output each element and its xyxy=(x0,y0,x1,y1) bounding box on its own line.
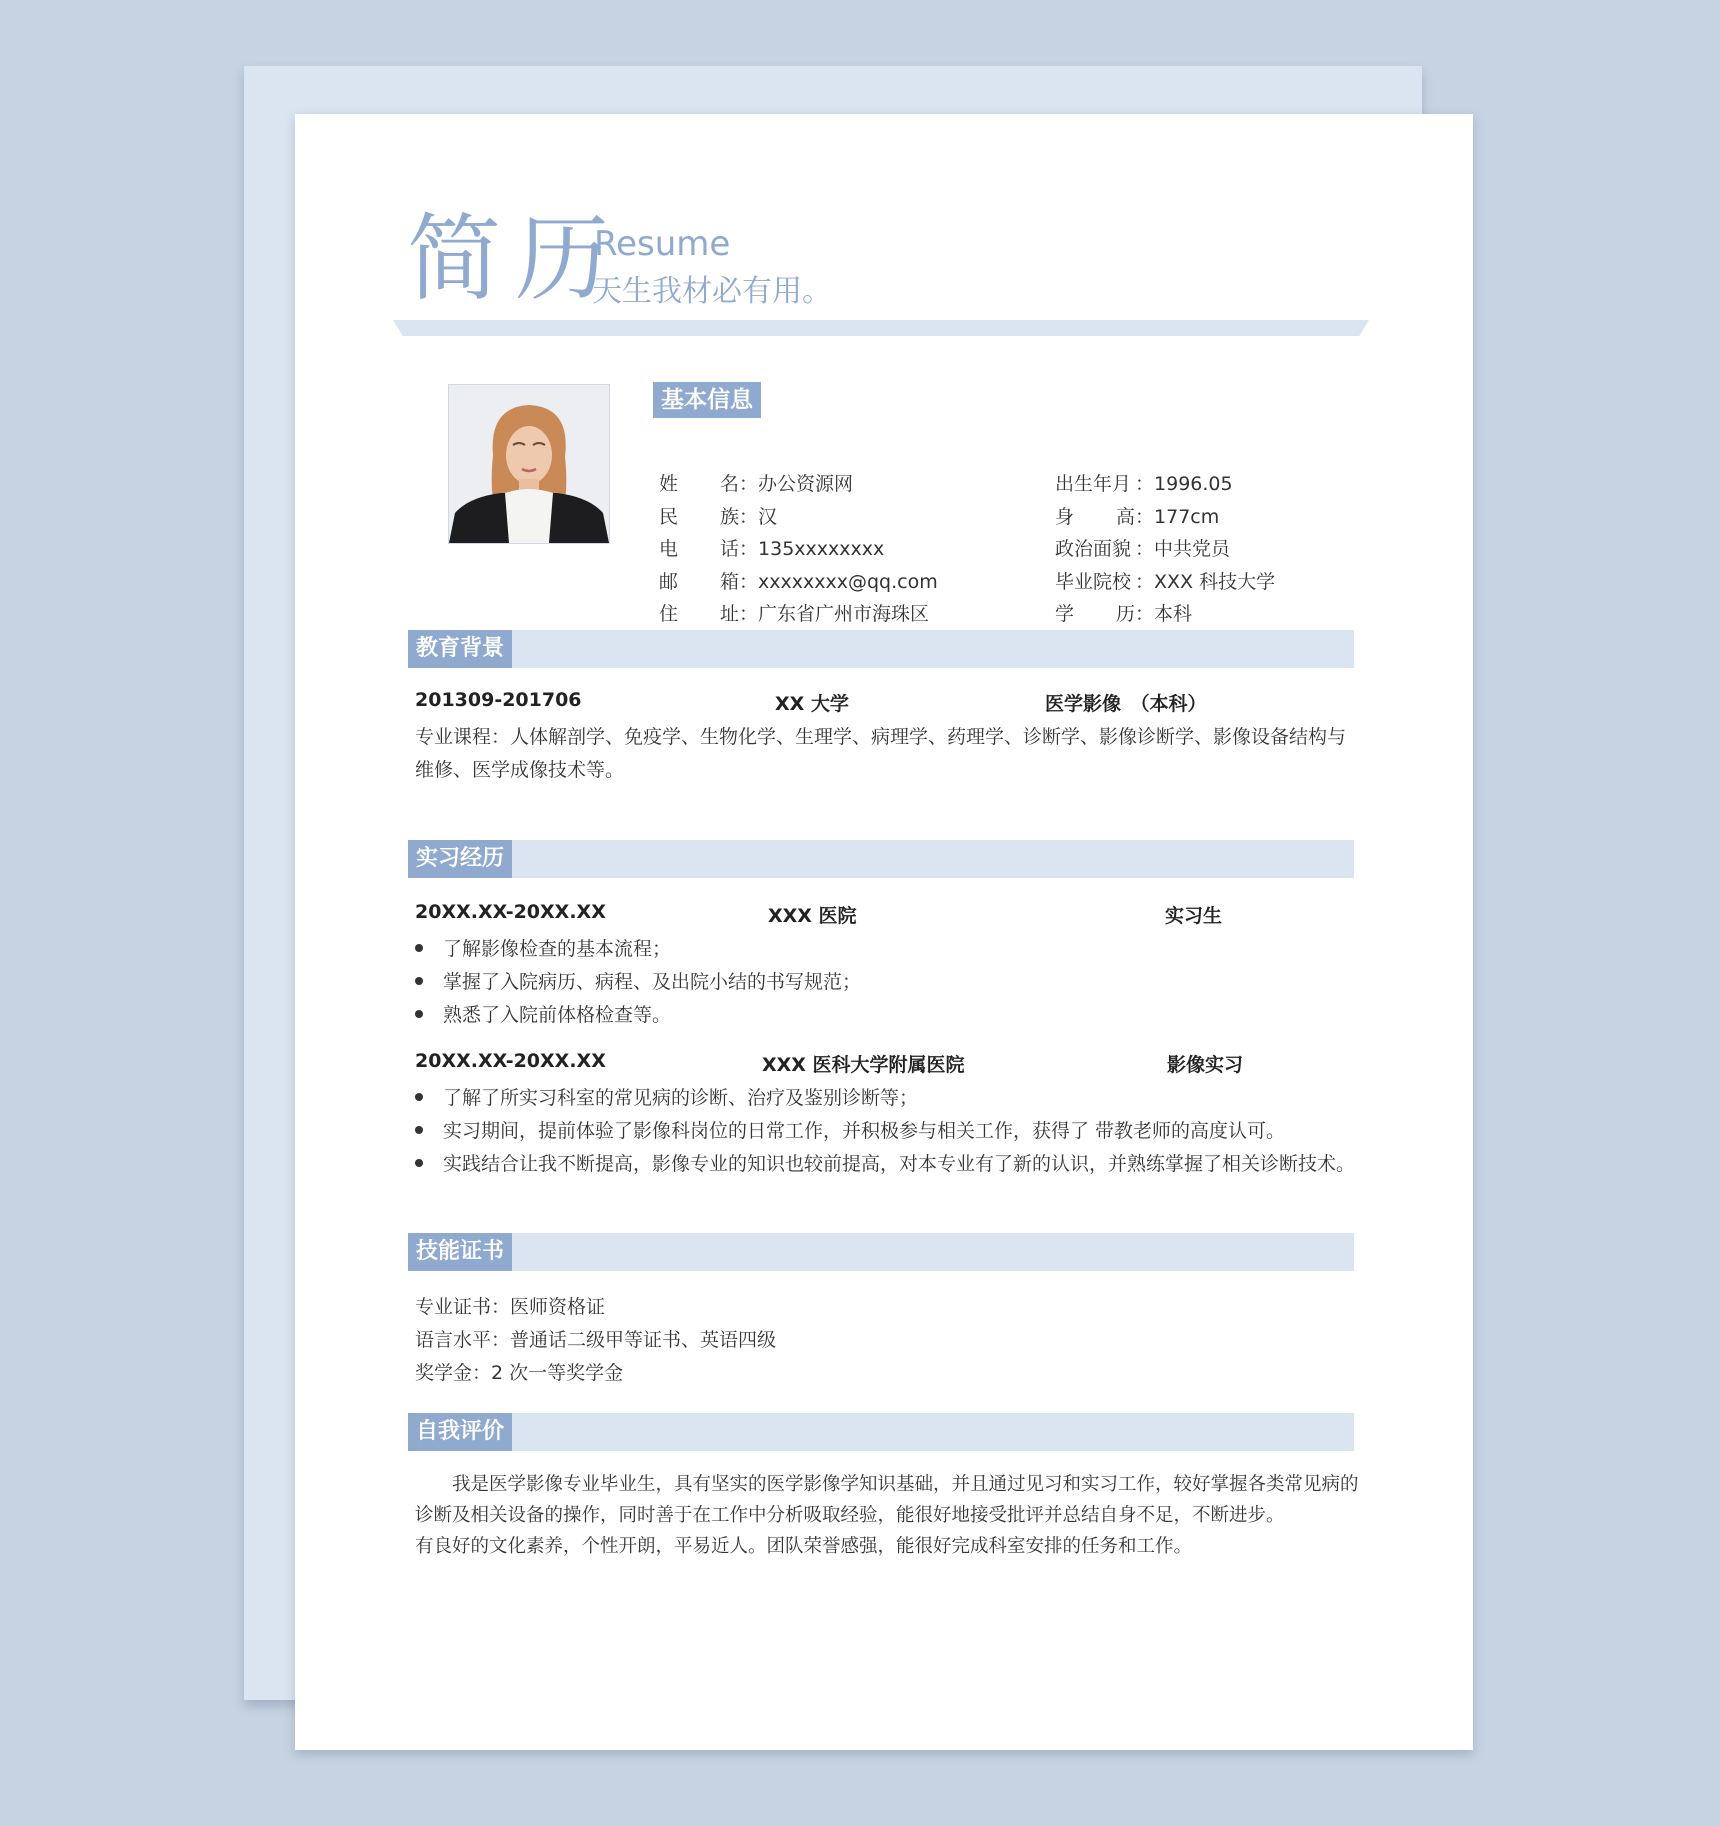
education-school: XX 大学 xyxy=(775,693,849,715)
info-row-phone: 电 话 ： 135xxxxxxxx xyxy=(659,533,938,566)
skills-section-bar xyxy=(408,1233,1354,1271)
info-row-birth: 出生年月 ： 1996.05 xyxy=(1055,468,1275,501)
basic-info-heading: 基本信息 xyxy=(653,382,761,418)
info-school-value: XXX 科技大学 xyxy=(1154,570,1276,593)
self-eval-line2: 诊断及相关设备的操作，同时善于在工作中分析吸取经验，能很好地接受批评并总结自身不足，不断进步。 xyxy=(415,1505,1285,1526)
info-politics-label: 政治面貌 xyxy=(1055,538,1132,560)
info-height-value: 177cm xyxy=(1154,505,1220,528)
skills-language: 语言水平：普通话二级甲等证书、英语四级 xyxy=(415,1329,777,1351)
title-divider xyxy=(393,320,1369,336)
basic-info-left xyxy=(659,468,938,631)
resume-title-cn: 简历 xyxy=(407,205,624,314)
info-row-degree: 学 历 ： 本科 xyxy=(1055,598,1275,631)
avatar xyxy=(448,384,610,544)
education-courses-line1: 专业课程：人体解剖学、免疫学、生物化学、生理学、病理学、药理学、诊断学、影像诊断学、影像设备结构与 xyxy=(415,726,1347,748)
job2-item: 了解了所实习科室的常见病的诊断、治疗及鉴别诊断等； xyxy=(415,1083,918,1110)
basic-info-right xyxy=(1055,468,1275,631)
info-degree-value: 本科 xyxy=(1154,603,1193,625)
info-row-politics: 政治面貌 ： 中共党员 xyxy=(1055,533,1275,566)
resume-title-en: Resume xyxy=(594,224,731,264)
info-row-address: 住 址 ： 广东省广州市海珠区 xyxy=(659,598,938,631)
info-row-height: 身 高 ： 177cm xyxy=(1055,501,1275,534)
info-name-value: 办公资源网 xyxy=(758,473,854,495)
info-ethnicity-value: 汉 xyxy=(758,505,778,528)
portrait-image xyxy=(449,385,609,543)
job1-period: 20XX.XX-20XX.XX xyxy=(415,901,606,923)
job2-role: 影像实习 xyxy=(1167,1054,1244,1076)
info-politics-value: 中共党员 xyxy=(1154,538,1231,560)
education-major: 医学影像 （本科） xyxy=(1045,693,1207,715)
self-eval-section-bar xyxy=(408,1413,1354,1451)
internship-heading: 实习经历 xyxy=(408,840,512,878)
job1-item: 了解影像检查的基本流程； xyxy=(415,934,671,961)
job2-item: 实习期间，提前体验了影像科岗位的日常工作，并积极参与相关工作，获得了 带教老师的高度认可。 xyxy=(415,1116,1285,1143)
skills-cert: 专业证书：医师资格证 xyxy=(415,1296,606,1318)
skills-heading: 技能证书 xyxy=(408,1233,512,1271)
info-birth-value: 1996.05 xyxy=(1154,473,1233,495)
info-row-email: 邮 箱 ： xxxxxxxx@qq.com xyxy=(659,566,938,599)
education-courses-line2: 维修、医学成像技术等。 xyxy=(415,759,625,781)
job1-role: 实习生 xyxy=(1165,905,1223,927)
education-period: 201309-201706 xyxy=(415,689,582,711)
self-eval-heading: 自我评价 xyxy=(408,1413,512,1451)
info-row-ethnicity: 民 族 ： 汉 xyxy=(659,501,938,534)
self-eval-line3: 有良好的文化素养，个性开朗，平易近人。团队荣誉感强，能很好完成科室安排的任务和工作。 xyxy=(415,1536,1193,1557)
info-address-value: 广东省广州市海珠区 xyxy=(758,603,930,625)
info-email-value: xxxxxxxx@qq.com xyxy=(758,570,938,593)
internship-section-bar xyxy=(408,840,1354,878)
info-row-name: 姓 名 ： 办公资源网 xyxy=(659,468,938,501)
info-row-school: 毕业院校 ： XXX 科技大学 xyxy=(1055,566,1275,599)
info-birth-label: 出生年月 xyxy=(1055,473,1132,495)
education-section-bar xyxy=(408,630,1354,668)
resume-page xyxy=(295,114,1473,1750)
info-school-label: 毕业院校 xyxy=(1055,570,1132,593)
job2-org: XXX 医科大学附属医院 xyxy=(762,1054,965,1076)
info-phone-value: 135xxxxxxxx xyxy=(758,538,885,560)
self-eval-line1: 我是医学影像专业毕业生，具有坚实的医学影像学知识基础，并且通过见习和实习工作，较好掌握各类常见病的 xyxy=(415,1474,1359,1495)
job1-org: XXX 医院 xyxy=(768,905,857,927)
job1-item: 掌握了入院病历、病程、及出院小结的书写规范； xyxy=(415,967,861,994)
resume-slogan: 天生我材必有用。 xyxy=(592,274,832,309)
education-heading: 教育背景 xyxy=(408,630,512,668)
skills-scholarship: 奖学金：2 次一等奖学金 xyxy=(415,1362,624,1384)
job2-period: 20XX.XX-20XX.XX xyxy=(415,1050,606,1072)
job2-item: 实践结合让我不断提高，影像专业的知识也较前提高，对本专业有了新的认识，并熟练掌握了相关诊断技术。 xyxy=(415,1149,1355,1176)
job1-item: 熟悉了入院前体格检查等。 xyxy=(415,1000,671,1027)
